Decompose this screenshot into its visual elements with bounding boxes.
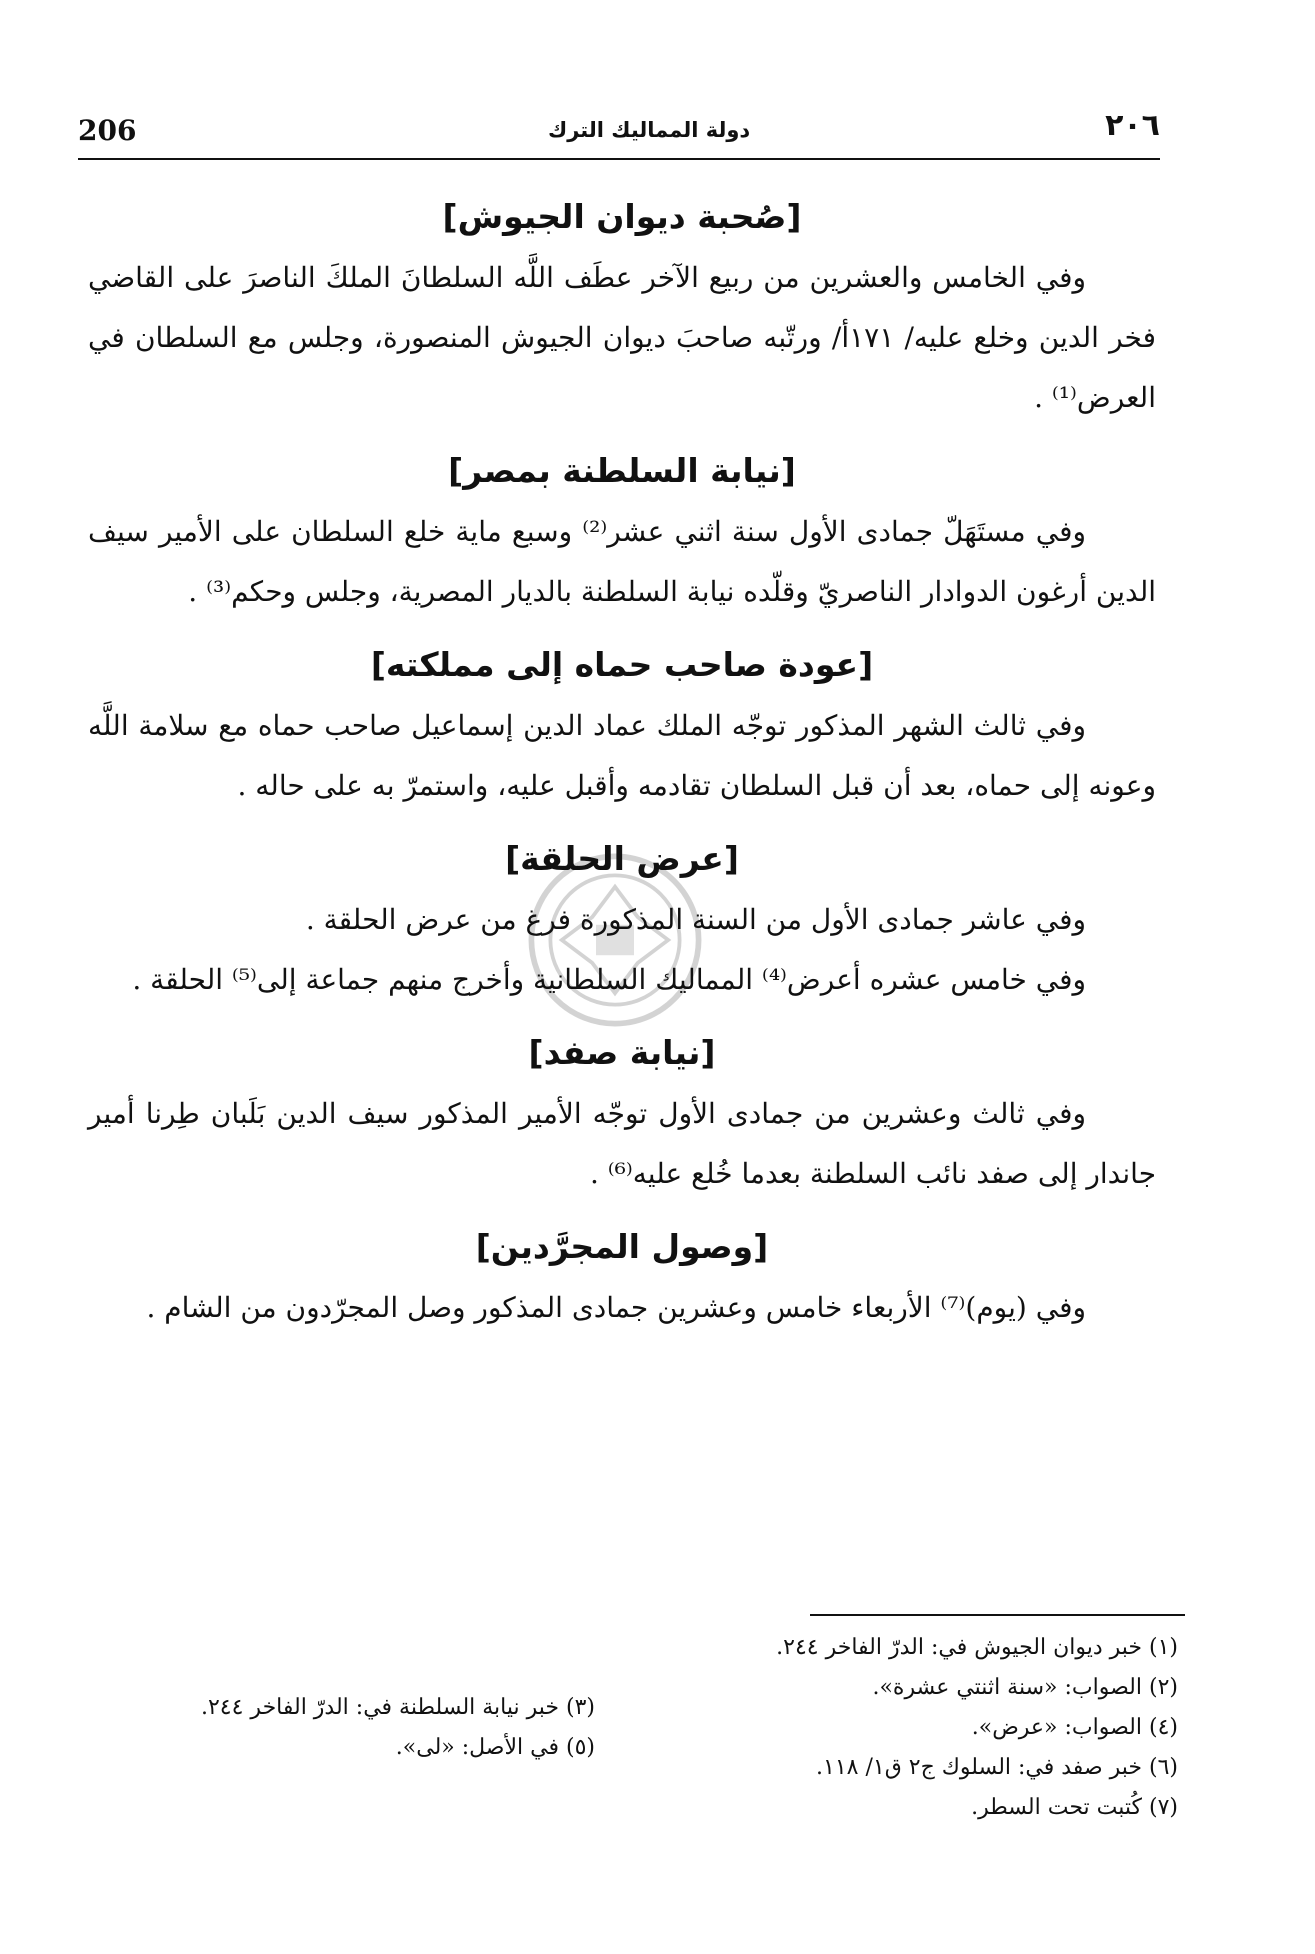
footnote: (٥) في الأصل: «لى». [395,1735,595,1760]
section-heading: [عودة صاحب حماه إلى مملكته] [370,645,874,684]
footnote: (٣) خبر نيابة السلطنة في: الدرّ الفاخر ٢٤٤. [200,1695,595,1720]
footnote: (٤) الصواب: «عرض». [971,1715,1178,1740]
section-heading: [صُحبة ديوان الجيوش] [442,197,802,236]
page-number-latin: 206 [78,114,137,147]
running-header [78,108,1160,160]
footnote: (١) خبر ديوان الجيوش في: الدرّ الفاخر ٢٤٤. [776,1635,1178,1660]
paragraph: وفي الخامس والعشرين من ربيع الآخر عطَف اللَّه السلطانَ الملكَ الناصرَ على القاضي فخر الدين وخلع عليه/ ١٧١أ/ ورتّبه صاحبَ ديوان الجيوش المنصورة، وجلس مع السلطان في العرض⁽¹⁾ . [88,261,1157,414]
footnotes-column-right [658,1628,1178,1828]
page-number-arabic: ٢٠٦ [1105,108,1160,143]
footnote: (٦) خبر صفد في: السلوك ج٢ ق١/ ١١٨. [816,1755,1178,1780]
running-title: دولة المماليك الترك [548,118,751,142]
section-heading: [نيابة صفد] [528,1033,716,1072]
paragraph: وفي ثالث الشهر المذكور توجّه الملك عماد الدين إسماعيل صاحب حماه مع سلامة اللَّه وعونه إلى حماه، بعد أن قبل السلطان تقادمه وأقبل عليه، واستمرّ به على حاله . [88,709,1156,802]
main-text [88,186,1156,1350]
footnote: (٧) كُتبت تحت السطر. [971,1795,1178,1820]
section-heading: [عرض الحلقة] [505,839,739,878]
section-heading: [وصول المجرَّدين] [475,1227,769,1266]
paragraph: وفي عاشر جمادى الأول من السنة المذكورة فرغ من عرض الحلقة . [305,903,1086,936]
section-heading: [نيابة السلطنة بمصر] [448,451,796,490]
paragraph: وفي (يوم)⁽⁷⁾ الأربعاء خامس وعشرين جمادى المذكور وصل المجرّدون من الشام . [146,1291,1086,1324]
footnote-divider [810,1614,1185,1616]
footnote: (٢) الصواب: «سنة اثنتي عشرة». [872,1675,1178,1700]
paragraph: وفي ثالث وعشرين من جمادى الأول توجّه الأمير المذكور سيف الدين بَلَبان طِرنا أمير جاندار إلى صفد نائب السلطنة بعدما خُلع عليه⁽⁶⁾ . [88,1097,1156,1190]
footnotes-column-left [125,1688,595,1768]
paragraph: وفي مستَهَلّ جمادى الأول سنة اثني عشر⁽²⁾ وسبع ماية خلع السلطان على الأمير سيف الدين أرغون الدوادار الناصريّ وقلّده نيابة السلطنة بالديار المصرية، وجلس وحكم⁽³⁾ . [88,515,1156,608]
paragraph: وفي خامس عشره أعرض⁽⁴⁾ المماليك السلطانية وأخرج منهم جماعة إلى⁽⁵⁾ الحلقة . [132,963,1086,996]
